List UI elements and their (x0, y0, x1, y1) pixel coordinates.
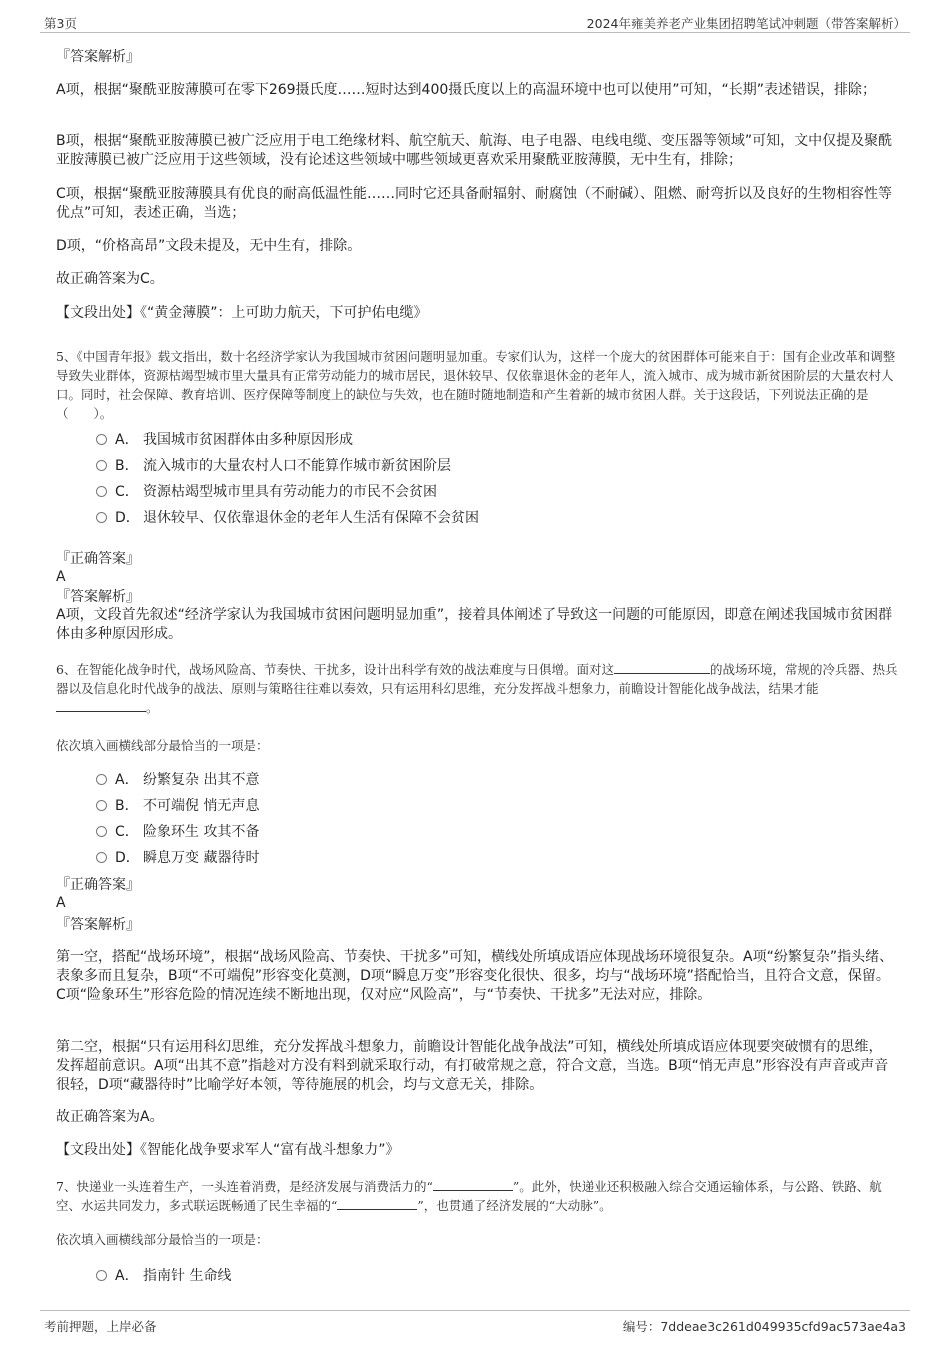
radio-icon[interactable] (96, 486, 107, 497)
fill-blank (433, 1178, 513, 1191)
fill-blank (56, 699, 146, 712)
q5-analysis-title: 『答案解析』 (56, 589, 140, 605)
q6-analysis-title: 『答案解析』 (56, 917, 140, 933)
q5-answer: A (56, 569, 66, 585)
q5-option-c[interactable]: C． 资源枯竭型城市里具有劳动能力的市民不会贫困 (96, 482, 437, 502)
q4-source: 【文段出处】《“黄金薄膜”：上可助力航天，下可护佑电缆》 (56, 305, 428, 321)
radio-icon[interactable] (96, 800, 107, 811)
q6-option-d[interactable]: D． 瞬息万变 藏器待时 (96, 848, 259, 868)
q5-analysis: A项，文段首先叙述“经济学家认为我国城市贫困问题明显加重”，接着具体阐述了导致这一问题的可能原因，即意在阐述我国城市贫困群体由多种原因形成。 (56, 607, 893, 642)
q6-source: 【文段出处】《智能化战争要求军人“富有战斗想象力”》 (56, 1142, 400, 1158)
radio-icon[interactable] (96, 852, 107, 863)
q6-answer-title: 『正确答案』 (56, 877, 140, 893)
page-footer (40, 1310, 910, 1335)
radio-icon[interactable] (96, 512, 107, 523)
q7-option-a[interactable]: A． 指南针 生命线 (96, 1266, 231, 1286)
q4-analysis-b: B项，根据“聚酰亚胺薄膜已被广泛应用于电工绝缘材料、航空航天、航海、电子电器、电线电缆、变压器等领域”可知，文中仅提及聚酰亚胺薄膜已被广泛应用于这些领域，没有论述这些领域中哪些领域更喜欢采用聚酰亚胺薄膜，无中生有，排除； (56, 133, 893, 168)
footer-slogan: 考前押题，上岸必备 (44, 1319, 157, 1334)
fill-blank (337, 1197, 417, 1210)
q6-option-a[interactable]: A． 纷繁复杂 出其不意 (96, 770, 259, 790)
q4-analysis-d: D项，“价格高昂”文段未提及，无中生有，排除。 (56, 238, 362, 254)
q4-conclusion: 故正确答案为C。 (56, 271, 164, 287)
radio-icon[interactable] (96, 434, 107, 445)
q5-option-d[interactable]: D． 退休较早、仅依靠退休金的老年人生活有保障不会贫困 (96, 508, 479, 528)
q7-prompt: 依次填入画横线部分最恰当的一项是： (56, 1232, 269, 1247)
q6-answer: A (56, 895, 66, 911)
radio-icon[interactable] (96, 826, 107, 837)
q5-option-b[interactable]: B． 流入城市的大量农村人口不能算作城市新贫困阶层 (96, 456, 451, 476)
q4-analysis-c: C项，根据“聚酰亚胺薄膜具有优良的耐高低温性能……同时它还具备耐辐射、耐腐蚀（不耐碱）、阻燃、耐弯折以及良好的生物相容性等优点”可知，表述正确，当选； (56, 186, 893, 221)
q6-conclusion: 故正确答案为A。 (56, 1109, 164, 1125)
q6-option-c[interactable]: C． 险象环生 攻其不备 (96, 822, 259, 842)
page-header (40, 10, 910, 33)
q5-answer-title: 『正确答案』 (56, 551, 140, 567)
q6-analysis-1: 第一空，搭配“战场环境”，根据“战场风险高、节奏快、干扰多”可知，横线处所填成语应体现战场环境很复杂。A项“纷繁复杂”指头绪、表象多而且复杂，B项“不可端倪”形容变化莫测，D项“瞬息万变”形容变化很快、很多，均与“战场环境”搭配恰当，且符合文意，保留。C项“险象环生”形容危险的情况连续不断地出现，仅对应“风险高”，与“节奏快、干扰多”无法对应，排除。 (56, 949, 894, 1003)
q6-option-b[interactable]: B． 不可端倪 悄无声息 (96, 796, 259, 816)
q5-stem: 5、《中国青年报》载文指出，数十名经济学家认为我国城市贫困问题明显加重。专家们认为，这样一个庞大的贫困群体可能来自于：国有企业改革和调整导致失业群体，资源枯竭型城市里大量具有正常劳动能力的城市居民，退休较早、仅依靠退休金的老年人，流入城市、成为城市新贫困阶层的大量农村人口。同时，社会保障、教育培训、医疗保障等制度上的缺位与失效，也在随时随地制造和产生着新的城市贫困人群。关于这段话，下列说法正确的是（ ）。 (56, 349, 896, 421)
document-id: 编号：7ddeae3c261d049935cfd9ac573ae4a3 (622, 1319, 906, 1334)
radio-icon[interactable] (96, 774, 107, 785)
fill-blank (614, 661, 710, 674)
q6-stem: 6、在智能化战争时代，战场风险高、节奏快、干扰多，设计出科学有效的战法难度与日俱增。面对这 的战场环境，常规的冷兵器、热兵器以及信息化时代战争的战法、原则与策略往往难以奏效，只有运用科幻思维，充分发挥战斗想象力，前瞻设计智能化战争战法，结果才能。 (56, 662, 898, 715)
document-title: 2024年雍美养老产业集团招聘笔试冲刺题（带答案解析） (586, 16, 906, 31)
q6-prompt: 依次填入画横线部分最恰当的一项是： (56, 738, 269, 753)
radio-icon[interactable] (96, 460, 107, 471)
q4-analysis-title: 『答案解析』 (56, 49, 140, 65)
q4-analysis-a: A项，根据“聚酰亚胺薄膜可在零下269摄氏度……短时达到400摄氏度以上的高温环境中也可以使用”可知，“长期”表述错误，排除； (56, 82, 877, 98)
q5-option-a[interactable]: A． 我国城市贫困群体由多种原因形成 (96, 430, 353, 450)
radio-icon[interactable] (96, 1270, 107, 1281)
q7-stem: 7、快递业一头连着生产，一头连着消费，是经济发展与消费活力的“ ”。此外，快递业还积极融入综合交通运输体系，与公路、铁路、航空、水运共同发力，多式联运既畅通了民生幸福的“ ”，也贯通了经济发展的“大动脉”。 (56, 1179, 882, 1213)
q6-analysis-2: 第二空，根据“只有运用科幻思维，充分发挥战斗想象力，前瞻设计智能化战争战法”可知，横线处所填成语应体现要突破惯有的思维，发挥超前意识。A项“出其不意”指趁对方没有料到就采取行动，有打破常规之意，符合文意，当选。B项“悄无声息”形容没有声音或声音很轻，D项“藏器待时”比喻学好本领，等待施展的机会，均与文意无关，排除。 (56, 1039, 889, 1093)
page-number: 第3页 (44, 16, 77, 31)
